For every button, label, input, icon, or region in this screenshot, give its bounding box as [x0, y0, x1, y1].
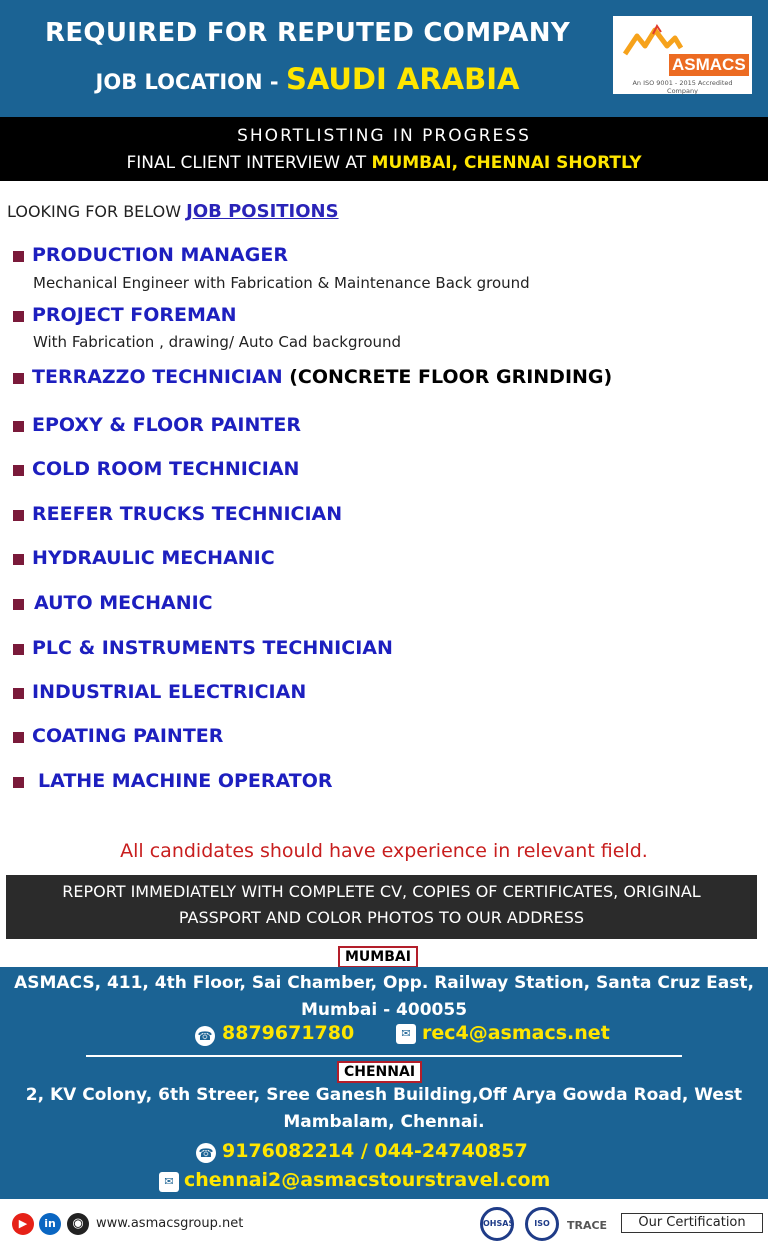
chennai-phone[interactable]: 9176082214 / 044-24740857	[222, 1140, 528, 1162]
address-line: Mambalam, Chennai.	[283, 1112, 485, 1132]
ohsas-badge-icon: OHSAS	[480, 1207, 514, 1241]
job-location	[0, 62, 615, 96]
address-section	[0, 967, 768, 1199]
chennai-label: CHENNAI	[337, 1061, 422, 1083]
whatsapp-icon: ☎	[196, 1143, 216, 1163]
bullet-icon	[13, 373, 24, 384]
report-instructions	[6, 875, 757, 939]
logo-name: ASMACS	[669, 54, 749, 76]
report-line: PASSPORT AND COLOR PHOTOS TO OUR ADDRESS	[178, 908, 585, 927]
bullet-icon	[13, 599, 24, 610]
bullet-icon	[13, 510, 24, 521]
job-title: HYDRAULIC MECHANIC	[32, 547, 275, 569]
mumbai-label: MUMBAI	[338, 946, 418, 968]
job-description: Mechanical Engineer with Fabrication & Maintenance Back ground	[33, 274, 530, 292]
job-title: PLC & INSTRUMENTS TECHNICIAN	[32, 637, 393, 659]
positions-intro	[7, 201, 339, 222]
company-logo	[613, 16, 752, 94]
interview-text	[0, 153, 768, 173]
whatsapp-icon: ☎	[195, 1026, 215, 1046]
interview-label: FINAL CLIENT INTERVIEW AT	[126, 153, 372, 173]
iso-badge-icon: ISO	[525, 1207, 559, 1241]
intro-highlight: JOB POSITIONS	[186, 201, 339, 222]
bullet-icon	[13, 554, 24, 565]
chennai-email[interactable]: chennai2@asmacstourstravel.com	[184, 1169, 551, 1191]
job-title: COLD ROOM TECHNICIAN	[32, 458, 300, 480]
mumbai-email[interactable]: rec4@asmacs.net	[422, 1022, 610, 1044]
certification-label: Our Certification	[621, 1213, 763, 1233]
chennai-address	[0, 1082, 768, 1136]
bullet-icon	[13, 732, 24, 743]
globe-icon: ◉	[67, 1213, 89, 1235]
bullet-icon	[13, 465, 24, 476]
job-title-note: (CONCRETE FLOOR GRINDING)	[282, 366, 613, 388]
address-line: 2, KV Colony, 6th Streer, Sree Ganesh Building,Off Arya Gowda Road, West	[25, 1085, 743, 1105]
job-title: INDUSTRIAL ELECTRICIAN	[32, 681, 307, 703]
job-location-label: JOB LOCATION -	[95, 70, 286, 94]
address-line: Mumbai - 400055	[300, 1000, 468, 1020]
job-title: REEFER TRUCKS TECHNICIAN	[32, 503, 343, 525]
logo-mark-icon	[623, 24, 683, 58]
job-title: AUTO MECHANIC	[34, 592, 213, 614]
email-icon: ✉	[159, 1172, 179, 1192]
header-title: REQUIRED FOR REPUTED COMPANY	[45, 18, 570, 48]
linkedin-icon[interactable]: in	[39, 1213, 61, 1235]
job-title-text: TERRAZZO TECHNICIAN	[32, 366, 283, 388]
website-link[interactable]: www.asmacsgroup.net	[96, 1216, 244, 1231]
report-line: REPORT IMMEDIATELY WITH COMPLETE CV, COPIES OF CERTIFICATES, ORIGINAL	[62, 882, 701, 901]
shortlisting-band	[0, 117, 768, 181]
mumbai-address	[0, 970, 768, 1024]
bullet-icon	[13, 421, 24, 432]
logo-tagline: An ISO 9001 - 2015 Accredited Company	[632, 79, 733, 95]
section-divider	[86, 1055, 682, 1057]
shortlisting-text: SHORTLISTING IN PROGRESS	[237, 126, 531, 146]
trace-badge: TRACE	[567, 1219, 608, 1232]
interview-cities: MUMBAI, CHENNAI SHORTLY	[371, 153, 642, 173]
job-description: With Fabrication , drawing/ Auto Cad background	[33, 333, 402, 351]
email-icon: ✉	[396, 1024, 416, 1044]
bullet-icon	[13, 777, 24, 788]
intro-label: LOOKING FOR BELOW	[7, 202, 187, 221]
job-title: EPOXY & FLOOR PAINTER	[32, 414, 301, 436]
bullet-icon	[13, 644, 24, 655]
youtube-icon[interactable]: ▶	[12, 1213, 34, 1235]
bullet-icon	[13, 688, 24, 699]
job-location-value: SAUDI ARABIA	[285, 62, 520, 96]
address-line: ASMACS, 411, 4th Floor, Sai Chamber, Opp. Railway Station, Santa Cruz East,	[14, 973, 754, 993]
job-title: PRODUCTION MANAGER	[32, 244, 288, 266]
job-title: PROJECT FOREMAN	[32, 304, 237, 326]
experience-note: All candidates should have experience in relevant field.	[120, 840, 648, 862]
header-banner	[0, 0, 768, 117]
bullet-icon	[13, 311, 24, 322]
bullet-icon	[13, 251, 24, 262]
job-title: LATHE MACHINE OPERATOR	[38, 770, 333, 792]
job-title: COATING PAINTER	[32, 725, 224, 747]
job-title	[32, 366, 612, 388]
footer	[0, 1199, 768, 1248]
mumbai-phone[interactable]: 8879671780	[222, 1022, 355, 1044]
